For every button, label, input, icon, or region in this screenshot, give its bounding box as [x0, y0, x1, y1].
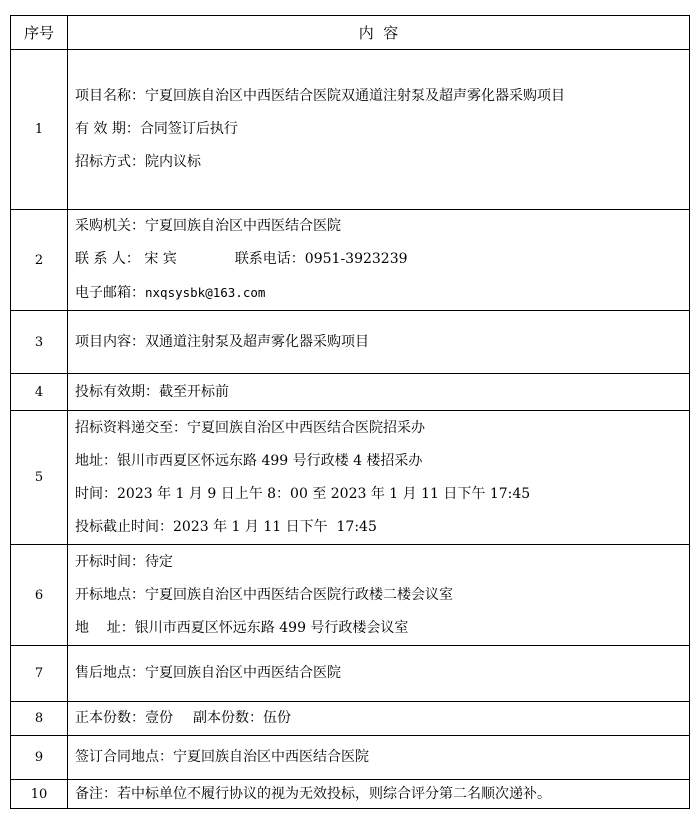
- table-row: [11, 411, 690, 545]
- table-row: [11, 736, 690, 780]
- purchasing-agency: 采购机关：宁夏回族自治区中西医结合医院: [75, 218, 341, 234]
- row-content: [68, 780, 690, 809]
- table-row: [11, 210, 690, 311]
- opening-time: 开标时间：待定: [75, 553, 173, 570]
- row-number: 2: [11, 210, 68, 311]
- tender-info-table: [10, 15, 690, 809]
- row-number: 3: [11, 311, 68, 374]
- bid-validity: 投标有效期：截至开标前: [75, 383, 229, 400]
- row-number: 1: [11, 50, 68, 210]
- row-content: [68, 702, 690, 736]
- contact-phone: 联系电话：0951-3923239: [234, 251, 408, 267]
- row-content: [68, 50, 690, 210]
- row-content: [68, 374, 690, 411]
- row-number: 6: [11, 545, 68, 646]
- header-content: 内 容: [68, 16, 690, 50]
- remarks: 备注：若中标单位不履行协议的视为无效投标，则综合评分第二名顺次递补。: [75, 786, 551, 802]
- table-row: [11, 50, 690, 210]
- row-content: [68, 311, 690, 374]
- row-number: 8: [11, 702, 68, 736]
- submission-address: 地址：银川市西夏区怀远东路 499 号行政楼 4 楼招采办: [75, 452, 423, 469]
- row-number: 10: [11, 780, 68, 809]
- after-sales-location: 售后地点：宁夏回族自治区中西医结合医院: [75, 665, 341, 681]
- row-content: [68, 646, 690, 702]
- table-header-row: [11, 16, 690, 50]
- table-row: [11, 702, 690, 736]
- table-row: [11, 311, 690, 374]
- tender-method: 招标方式：院内议标: [75, 154, 201, 170]
- duplicate-copies: 副本份数：伍份: [193, 710, 291, 726]
- table-row: [11, 646, 690, 702]
- contract-location: 签订合同地点：宁夏回族自治区中西医结合医院: [75, 749, 369, 765]
- project-content: 项目内容：双通道注射泵及超声雾化器采购项目: [75, 333, 369, 350]
- original-copies: 正本份数：壹份: [75, 710, 173, 726]
- project-name: 项目名称：宁夏回族自治区中西医结合医院双通道注射泵及超声雾化器采购项目: [75, 88, 565, 104]
- opening-location: 开标地点：宁夏回族自治区中西医结合医院行政楼二楼会议室: [75, 586, 453, 603]
- row-content: [68, 411, 690, 545]
- row-content: [68, 545, 690, 646]
- contact-person: 联 系 人： 宋 宾: [75, 251, 177, 267]
- row-content: [68, 210, 690, 311]
- validity-period: 有 效 期：合同签订后执行: [75, 121, 238, 137]
- table-row: [11, 545, 690, 646]
- row-number: 5: [11, 411, 68, 545]
- row-number: 9: [11, 736, 68, 780]
- submission-destination: 招标资料递交至：宁夏回族自治区中西医结合医院招采办: [75, 419, 425, 436]
- bid-deadline: 投标截止时间：2023 年 1 月 11 日下午 17:45: [75, 518, 377, 535]
- email-address: nxqsysbk@163.com: [145, 285, 266, 300]
- email-label: 电子邮箱：: [75, 285, 145, 301]
- row-number: 7: [11, 646, 68, 702]
- header-num: 序号: [11, 16, 68, 50]
- table-row: [11, 780, 690, 809]
- email-line: [75, 276, 689, 310]
- row-number: 4: [11, 374, 68, 411]
- table-row: [11, 374, 690, 411]
- row-content: [68, 736, 690, 780]
- opening-address: 地 址：银川市西夏区怀远东路 499 号行政楼会议室: [75, 619, 409, 636]
- submission-time: 时间：2023 年 1 月 9 日上午 8：00 至 2023 年 1 月 11 日下午 17:45: [75, 485, 531, 502]
- contact-line: [75, 243, 689, 276]
